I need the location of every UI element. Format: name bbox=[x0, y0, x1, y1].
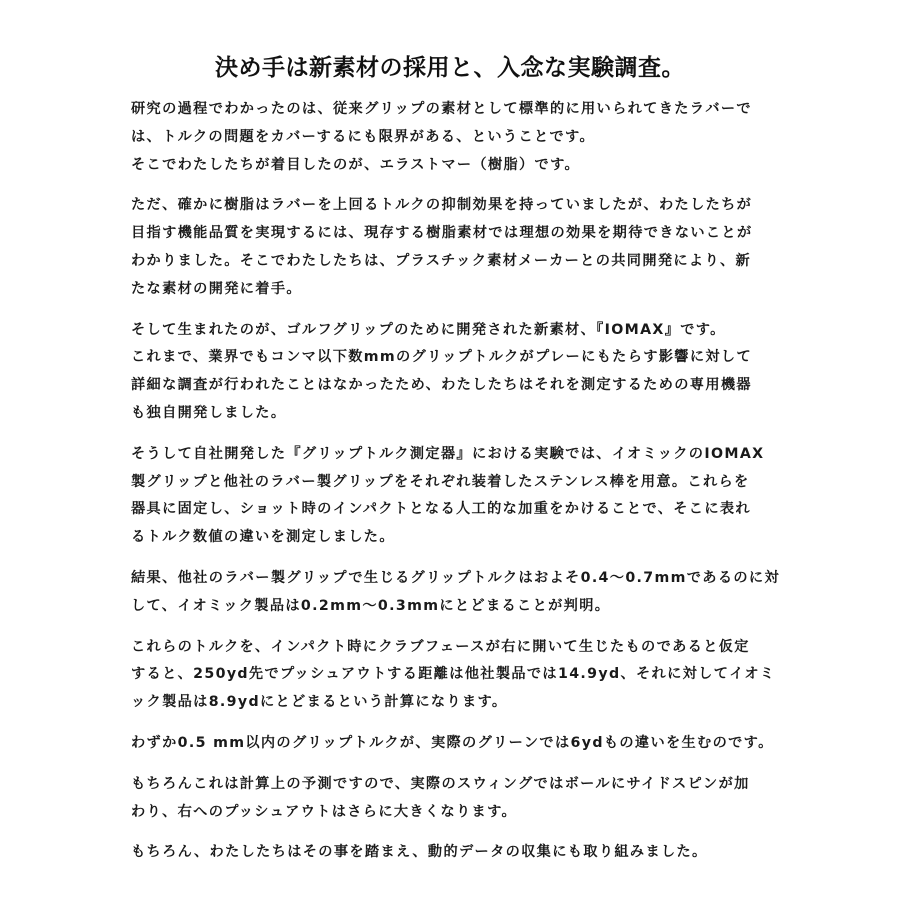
text-line: るトルク数値の違いを測定しました。 bbox=[131, 529, 395, 546]
text-line: わり、右へのプッシュアウトはさらに大きくなります。 bbox=[131, 803, 518, 820]
text-line: すると、250yd先でプッシュアウトする距離は他社製品では14.9yd、それに対してイオミ bbox=[131, 666, 776, 683]
text-line: 結果、他社のラバー製グリップで生じるグリップトルクはおよそ0.4〜0.7mmであるのに対 bbox=[131, 569, 780, 586]
text-line: これまで、業界でもコンマ以下数mmのグリップトルクがプレーにもたらす影響に対して bbox=[131, 349, 752, 366]
paragraph-results bbox=[131, 565, 791, 621]
text-line: 詳細な調査が行われたことはなかったため、わたしたちはそれを測定するための専用機器 bbox=[131, 377, 752, 394]
text-line: もちろん、わたしたちはその事を踏まえ、動的データの収集にも取り組みました。 bbox=[131, 844, 708, 861]
text-line: わかりました。そこでわたしたちは、プラスチック素材メーカーとの共同開発により、新 bbox=[131, 252, 752, 269]
paragraph-material-development bbox=[131, 192, 791, 303]
text-line: そうして自社開発した『グリップトルク測定器』における実験では、イオミックのIOMAX bbox=[131, 445, 765, 462]
text-line: ただ、確かに樹脂はラバーを上回るトルクの抑制効果を持っていましたが、わたしたちが bbox=[131, 197, 753, 214]
text-line: 製グリップと他社のラバー製グリップをそれぞれ装着したステンレス棒を用意。これらを bbox=[131, 473, 750, 490]
paragraph-calculation bbox=[131, 634, 791, 717]
paragraph-prediction bbox=[131, 771, 791, 827]
text-line: わずか0.5 mm以内のグリップトルクが、実際のグリーンでは6ydもの違いを生むのです。 bbox=[131, 734, 774, 751]
text-line: そして生まれたのが、ゴルフグリップのために開発された新素材、『IOMAX』です。 bbox=[131, 321, 726, 338]
text-line: たな素材の開発に着手。 bbox=[131, 280, 302, 297]
text-line: して、イオミック製品は0.2mm〜0.3mmにとどまることが判明。 bbox=[131, 597, 611, 614]
paragraph-difference bbox=[131, 730, 791, 758]
text-line: そこでわたしたちが着目したのが、エラストマー（樹脂）です。 bbox=[131, 156, 581, 173]
text-line: も独自開発しました。 bbox=[131, 404, 287, 421]
text-line: 研究の過程でわかったのは、従来グリップの素材として標準的に用いられてきたラバーで bbox=[131, 101, 752, 117]
text-line: 目指す機能品質を実現するには、現存する樹脂素材では理想の効果を期待できないことが bbox=[131, 225, 753, 242]
text-line: もちろんこれは計算上の予測ですので、実際のスウィングではボールにサイドスピンが加 bbox=[131, 775, 750, 792]
article-title: 決め手は新素材の採用と、入念な実験調査。 bbox=[215, 55, 685, 82]
text-line: これらのトルクを、インパクト時にクラブフェースが右に開いて生じたものであると仮定 bbox=[131, 638, 750, 655]
text-line: ック製品は8.9ydにとどまるという計算になります。 bbox=[131, 694, 508, 711]
paragraph-research-findings bbox=[131, 96, 791, 179]
text-line: は、トルクの問題をカバーするにも限界がある、ということです。 bbox=[131, 128, 595, 145]
paragraph-experiment bbox=[131, 441, 791, 552]
paragraph-dynamic-data bbox=[131, 839, 791, 867]
text-line: 器具に固定し、ショット時のインパクトとなる人工的な加重をかけることで、そこに表れ bbox=[131, 501, 751, 518]
paragraph-iomax-intro bbox=[131, 317, 791, 428]
article-body bbox=[131, 96, 791, 880]
